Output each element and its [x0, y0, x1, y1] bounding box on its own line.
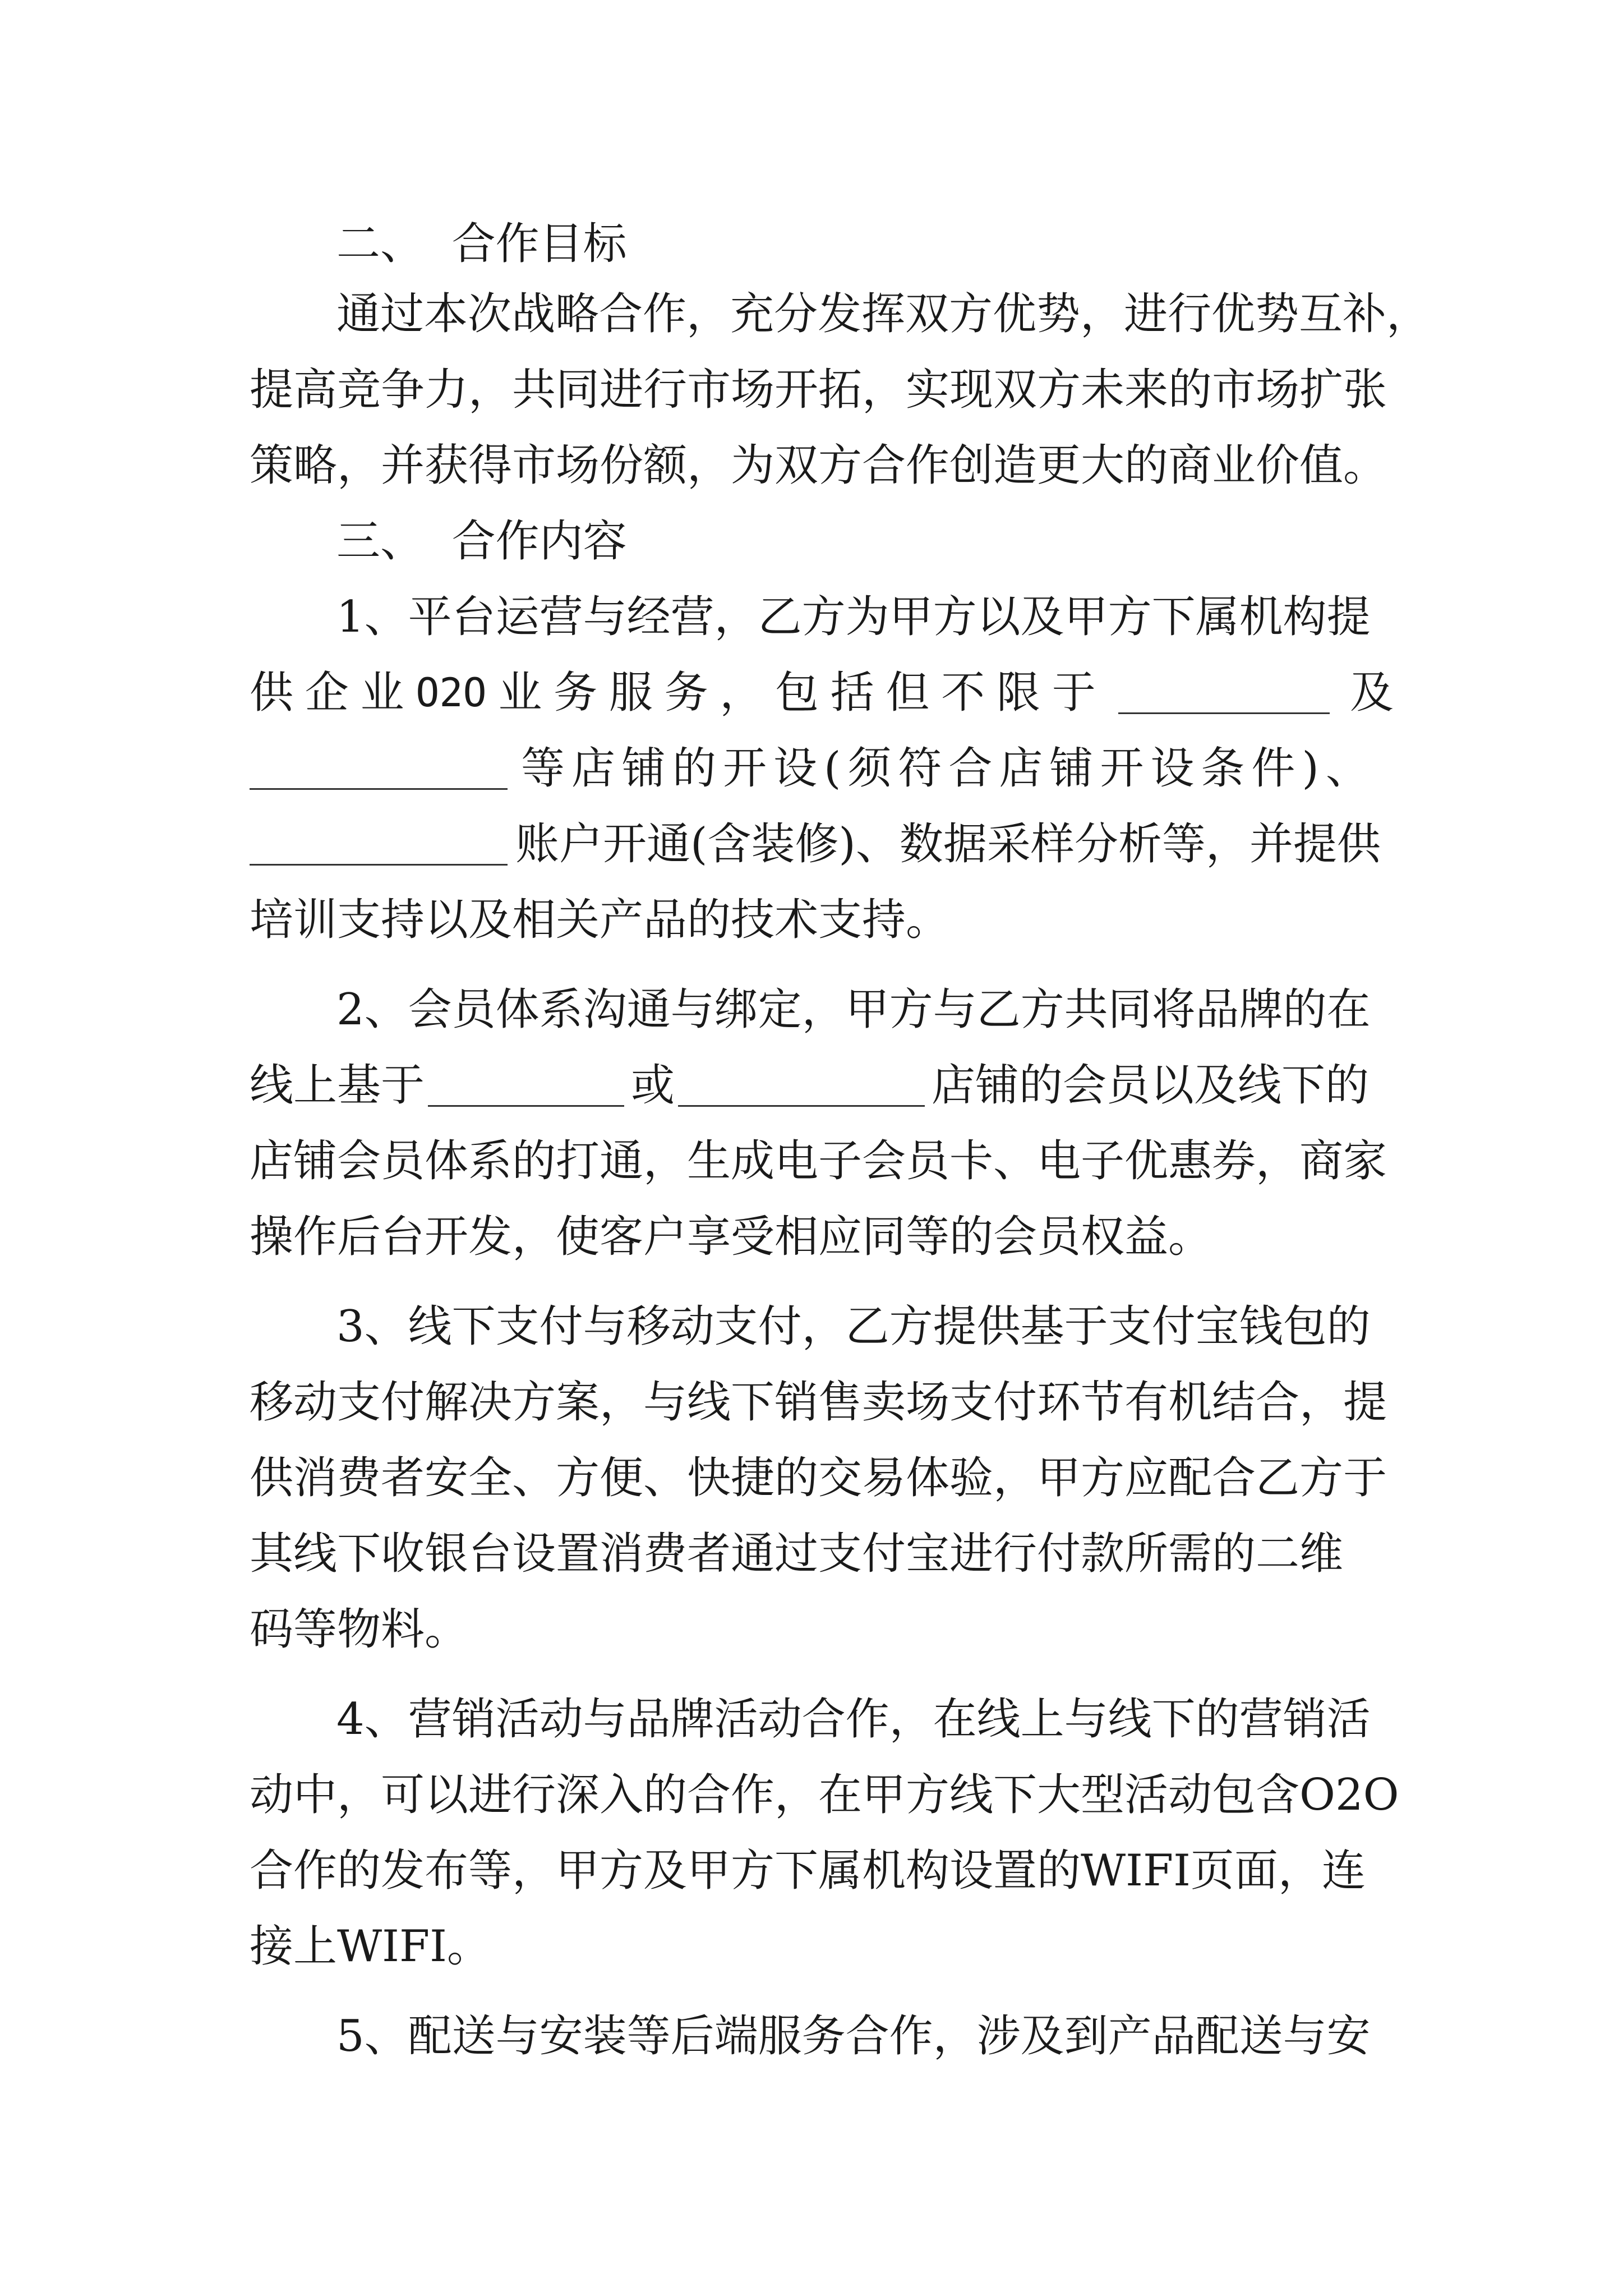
paragraph-line: 提高竞争力，共同进行市场开拓，实现双方未来的市场扩张 [250, 365, 1387, 415]
item3-line: 码等物料。 [250, 1604, 469, 1655]
item3-line: 其线下收银台设置消费者通过支付宝进行付款所需的二维 [250, 1529, 1344, 1579]
item1-line: 培训支持以及相关产品的技术支持。 [250, 895, 950, 945]
section-heading-goals: 二、 合作目标 [336, 219, 627, 269]
item5-line: 5、配送与安装等后端服务合作，涉及到产品配送与安 [336, 2011, 1371, 2062]
item4-line: 动中，可以进行深入的合作，在甲方线下大型活动包含O2O [250, 1770, 1399, 1820]
paragraph-line: 策略，并获得市场份额，为双方合作创造更大的商业价值。 [250, 440, 1387, 491]
item4-line: 接上WIFI。 [250, 1921, 491, 1972]
item1-line: 账户开通(含装修)、数据采样分析等，并提供 [250, 813, 1394, 875]
item4-line: 合作的发布等，甲方及甲方下属机构设置的WIFI页面，连 [250, 1846, 1366, 1896]
item2-line: 操作后台开发，使客户享受相应同等的会员权益。 [250, 1212, 1212, 1262]
item1-spaced-text: 供 企 业 O2O 业 务 服 务 ， 包 括 但 不 限 于 [250, 668, 1096, 718]
fill-in-blank[interactable] [1118, 672, 1330, 714]
item2-line: 2、会员体系沟通与绑定，甲方与乙方共同将品牌的在 [336, 984, 1371, 1035]
paragraph-line: 通过本次战略合作，充分发挥双方优势，进行优势互补， [336, 289, 1431, 339]
item2-line: 店铺会员体系的打通，生成电子会员卡、电子优惠券，商家 [250, 1136, 1387, 1186]
item2-line: 线上基于 或 店铺的会员以及线下的 [250, 1060, 1370, 1111]
section-heading-content: 三、 合作内容 [336, 516, 627, 567]
fill-in-blank[interactable] [250, 823, 508, 866]
item3-line: 供消费者安全、方便、快捷的交易体验，甲方应配合乙方于 [250, 1453, 1387, 1503]
item1-line: 供 企 业 O2O 业 务 服 务 ， 包 括 但 不 限 于 及 [250, 662, 1394, 724]
item4-line: 4、营销活动与品牌活动合作，在线上与线下的营销活 [336, 1694, 1371, 1745]
item3-line: 移动支付解决方案，与线下销售卖场支付环节有机结合，提 [250, 1377, 1387, 1428]
fill-in-blank[interactable] [678, 1065, 925, 1107]
fill-in-blank[interactable] [428, 1065, 624, 1107]
item3-line: 3、线下支付与移动支付，乙方提供基于支付宝钱包的 [336, 1301, 1371, 1352]
item1-line: 1、平台运营与经营，乙方为甲方以及甲方下属机构提 [336, 592, 1371, 642]
fill-in-blank[interactable] [250, 748, 508, 790]
item1-line: 等店铺的开设(须符合店铺开设条件)、 [250, 738, 1394, 799]
